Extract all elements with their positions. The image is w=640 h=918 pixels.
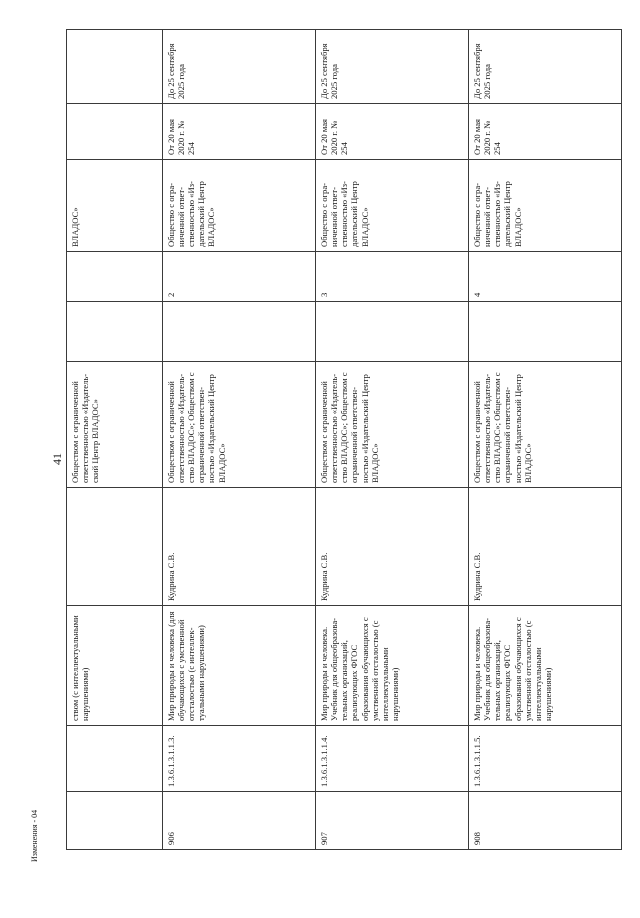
page-number: 41 <box>50 453 64 465</box>
fragment-number-cell <box>67 792 163 850</box>
row-author: Кудрина С.В. <box>468 488 621 606</box>
row-title: Мир природы и человека (для обучающихся с умственной отсталостью (с интеллектуальными нарушениями) <box>162 606 315 726</box>
row-publisher: Обществом с ограниченной ответственностью «Издательство ВЛАДОС»; Обществом с ограниченной ответственностью «Издательский Центр ВЛАДОС» <box>315 362 468 488</box>
fragment-author-cell <box>67 488 163 606</box>
fragment-deadline-cell <box>67 30 163 104</box>
row-number: 906 <box>162 792 315 850</box>
row-company: Общество с ограниченной ответственностью «Издательский Центр ВЛАДОС» <box>315 160 468 252</box>
fragment-grade-cell <box>67 252 163 302</box>
row-code: 1.3.6.1.3.1.1.5. <box>468 726 621 792</box>
row-blank <box>468 302 621 362</box>
row-order: От 20 мая 2020 г. № 254 <box>315 104 468 160</box>
fragment-blank-cell <box>67 302 163 362</box>
row-title: Мир природы и человека. Учебник для общеобразовательных организаций, реализующих ФГОС образования обучающихся с умственной отсталостью (с интеллектуальными нарушениями) <box>315 606 468 726</box>
table-row <box>468 30 621 850</box>
row-deadline: До 25 сентября 2025 года <box>162 30 315 104</box>
row-publisher: Обществом с ограниченной ответственностью «Издательство ВЛАДОС»; Обществом с ограниченной ответственностью «Издательский Центр ВЛАДОС» <box>468 362 621 488</box>
row-number: 907 <box>315 792 468 850</box>
row-grade: 2 <box>162 252 315 302</box>
row-blank <box>162 302 315 362</box>
fragment-order-cell <box>67 104 163 160</box>
row-deadline: До 25 сентября 2025 года <box>468 30 621 104</box>
row-author: Кудрина С.В. <box>162 488 315 606</box>
table-row <box>315 30 468 850</box>
row-title: Мир природы и человека. Учебник для общеобразовательных организаций, реализующих ФГОС образования обучающихся с умственной отсталостью (с интеллектуальными нарушениями) <box>468 606 621 726</box>
row-author: Кудрина С.В. <box>315 488 468 606</box>
row-number: 908 <box>468 792 621 850</box>
table-row-fragment <box>67 30 163 850</box>
row-order: От 20 мая 2020 г. № 254 <box>162 104 315 160</box>
textbook-list-table <box>66 29 622 850</box>
fragment-title-cell: ством (с интеллектуальными нарушениями) <box>67 606 163 726</box>
row-blank <box>315 302 468 362</box>
fragment-code-cell <box>67 726 163 792</box>
row-code: 1.3.6.1.3.1.1.4. <box>315 726 468 792</box>
row-order: От 20 мая 2020 г. № 254 <box>468 104 621 160</box>
row-company: Общество с ограниченной ответственностью «Издательский Центр ВЛАДОС» <box>162 160 315 252</box>
table-row <box>162 30 315 850</box>
row-deadline: До 25 сентября 2025 года <box>315 30 468 104</box>
row-grade: 3 <box>315 252 468 302</box>
row-company: Общество с ограниченной ответственностью «Издательский Центр ВЛАДОС» <box>468 160 621 252</box>
fragment-company-cell: ВЛАДОС» <box>67 160 163 252</box>
row-code: 1.3.6.1.3.1.1.3. <box>162 726 315 792</box>
row-publisher: Обществом с ограниченной ответственностью «Издательство ВЛАДОС»; Обществом с ограниченной ответственностью «Издательский Центр ВЛАДОС» <box>162 362 315 488</box>
row-grade: 4 <box>468 252 621 302</box>
footer-note: Изменения - 04 <box>30 809 39 862</box>
fragment-publisher-cell: Обществом с ограниченной ответственностью «Издательский Центр ВЛАДОС» <box>67 362 163 488</box>
